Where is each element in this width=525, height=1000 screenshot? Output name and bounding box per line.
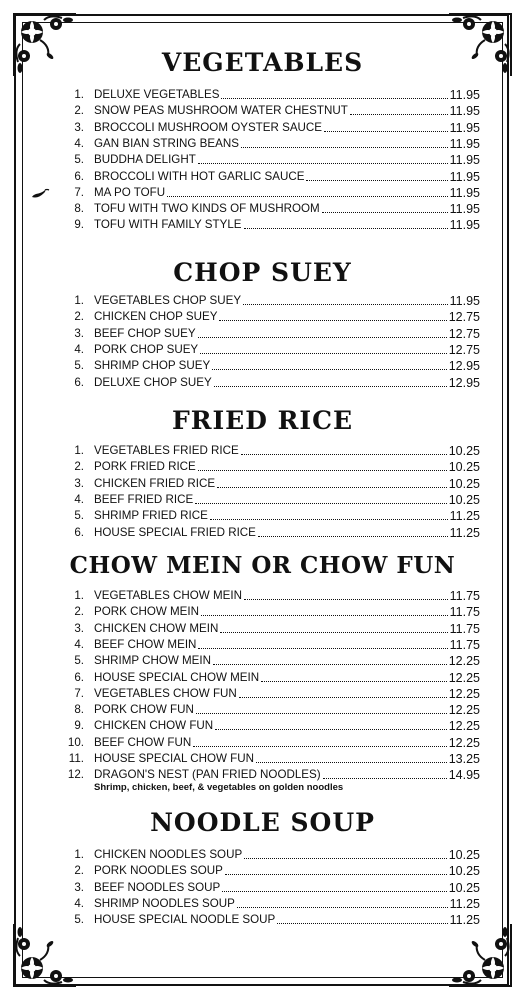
item-number: 5. — [74, 359, 84, 373]
item-price: 12.95 — [448, 359, 480, 374]
item-number: 4. — [74, 136, 84, 150]
item-price: 11.25 — [449, 913, 480, 928]
dot-leader — [210, 519, 448, 520]
item-name: SHRIMP CHOW MEIN — [94, 654, 212, 668]
item-name: TOFU WITH TWO KINDS OF MUSHROOM — [94, 202, 320, 216]
item-price: 12.25 — [448, 703, 480, 718]
floral-corner-icon — [445, 920, 515, 990]
dot-leader — [198, 470, 447, 471]
item-note: Shrimp, chicken, beef, & vegetables on golden noodles — [94, 781, 344, 793]
item-number: 1. — [74, 589, 84, 602]
item-name: SNOW PEAS MUSHROOM WATER CHESTNUT — [94, 104, 348, 118]
dot-leader — [324, 131, 448, 132]
menu-item — [50, 341, 480, 357]
item-name: PORK CHOW MEIN — [94, 605, 199, 619]
menu-item — [50, 524, 480, 540]
item-number: 6. — [74, 169, 84, 183]
dot-leader — [225, 874, 447, 875]
item-name: SHRIMP NOODLES SOUP — [94, 896, 235, 910]
menu-item — [50, 308, 480, 324]
item-number: 2. — [74, 864, 84, 878]
item-price: 11.75 — [449, 637, 480, 652]
item-number: 5. — [74, 913, 84, 927]
item-price: 12.75 — [448, 326, 480, 341]
item-price: 11.95 — [449, 120, 480, 135]
item-price: 11.75 — [449, 621, 480, 636]
item-number: 1. — [74, 294, 84, 307]
item-price: 11.95 — [449, 185, 480, 200]
item-number: 2. — [74, 460, 84, 474]
item-price: 12.25 — [448, 670, 480, 685]
item-price: 10.25 — [448, 880, 480, 895]
item-price: 11.95 — [449, 88, 480, 102]
menu-item — [50, 652, 480, 668]
item-number: 3. — [74, 476, 84, 490]
item-number: 12. — [67, 768, 84, 782]
item-name: BROCCOLI WITH HOT GARLIC SAUCE — [94, 169, 305, 183]
item-price: 14.95 — [448, 768, 480, 783]
item-name: BEEF FRIED RICE — [94, 492, 194, 506]
item-name: HOUSE SPECIAL FRIED RICE — [94, 525, 256, 539]
item-name: HOUSE SPECIAL CHOW MEIN — [94, 670, 260, 684]
item-number: 5. — [74, 509, 84, 523]
dot-leader — [195, 503, 447, 504]
menu-item — [50, 507, 480, 523]
item-number: 4. — [74, 896, 84, 910]
menu-item — [50, 325, 480, 341]
item-number: 9. — [74, 719, 84, 733]
item-price: 11.95 — [449, 202, 480, 217]
menu-item — [50, 717, 480, 733]
item-name: PORK NOODLES SOUP — [94, 864, 223, 878]
item-price: 11.95 — [449, 104, 480, 119]
item-number: 4. — [74, 342, 84, 356]
item-price: 11.25 — [449, 896, 480, 911]
item-price: 10.25 — [448, 444, 480, 458]
section-title: CHOP SUEY — [173, 258, 352, 287]
dot-leader — [323, 778, 447, 779]
item-number: 2. — [74, 310, 84, 324]
dot-leader — [241, 147, 448, 148]
item-number: 4. — [74, 637, 84, 651]
menu-item — [50, 119, 480, 135]
item-price: 10.25 — [448, 460, 480, 475]
item-number: 5. — [74, 153, 84, 167]
menu-item — [50, 458, 480, 474]
dot-leader — [237, 907, 448, 908]
item-name: HOUSE SPECIAL NOODLE SOUP — [94, 913, 276, 927]
item-price: 11.95 — [449, 218, 480, 233]
dot-leader — [322, 212, 448, 213]
item-price: 11.25 — [449, 525, 480, 540]
item-number: 1. — [74, 88, 84, 101]
item-name: BEEF NOODLES SOUP — [94, 880, 221, 894]
item-number: 3. — [74, 880, 84, 894]
menu-item — [50, 216, 480, 232]
dot-leader — [350, 114, 448, 115]
dot-leader — [198, 337, 447, 338]
dot-leader — [241, 454, 447, 455]
item-name: DRAGON'S NEST (PAN FRIED NOODLES) — [94, 768, 321, 782]
menu-item — [50, 750, 480, 766]
chili-pepper-icon — [30, 187, 50, 199]
dot-leader — [261, 681, 447, 682]
menu-item — [50, 292, 480, 308]
item-number: 3. — [74, 326, 84, 340]
item-name: VEGETABLES CHOW FUN — [94, 686, 237, 700]
menu-item — [50, 374, 480, 390]
item-name: PORK CHOP SUEY — [94, 342, 199, 356]
item-price: 11.95 — [449, 136, 480, 151]
item-price: 12.25 — [448, 719, 480, 734]
item-number: 7. — [74, 185, 84, 199]
dot-leader — [215, 729, 447, 730]
menu-item — [50, 86, 480, 102]
menu-item — [50, 200, 480, 216]
item-number: 3. — [74, 120, 84, 134]
dot-leader — [200, 353, 447, 354]
dot-leader — [201, 615, 448, 616]
menu-item — [50, 895, 480, 911]
item-price: 11.95 — [449, 294, 480, 308]
dot-leader — [220, 632, 447, 633]
item-name: DELUXE VEGETABLES — [94, 88, 220, 101]
item-number: 2. — [74, 104, 84, 118]
menu-item — [50, 685, 480, 701]
menu-item — [50, 669, 480, 685]
menu-item — [50, 135, 480, 151]
item-number: 3. — [74, 621, 84, 635]
dot-leader — [198, 648, 447, 649]
item-name: CHICKEN NOODLES SOUP — [94, 848, 243, 861]
item-price: 12.75 — [448, 310, 480, 325]
dot-leader — [213, 664, 447, 665]
menu-item — [50, 184, 480, 200]
menu-item — [50, 620, 480, 636]
dot-leader — [219, 320, 446, 321]
dot-leader — [277, 923, 447, 924]
menu-item — [50, 587, 480, 603]
dot-leader — [212, 369, 447, 370]
item-name: DELUXE CHOP SUEY — [94, 375, 212, 389]
item-number: 1. — [74, 848, 84, 861]
item-name: PORK FRIED RICE — [94, 460, 196, 474]
dot-leader — [244, 599, 448, 600]
item-number: 5. — [74, 654, 84, 668]
item-price: 12.75 — [448, 342, 480, 357]
dot-leader — [217, 487, 447, 488]
item-price: 13.25 — [448, 752, 480, 766]
item-price: 11.25 — [449, 509, 480, 524]
dot-leader — [196, 713, 447, 714]
item-name: VEGETABLES FRIED RICE — [94, 444, 239, 457]
item-name: BROCCOLI MUSHROOM OYSTER SAUCE — [94, 120, 323, 134]
item-name: SHRIMP FRIED RICE — [94, 509, 208, 523]
menu-item — [50, 102, 480, 118]
menu-item — [50, 603, 480, 619]
dot-leader — [239, 697, 447, 698]
menu-item — [50, 475, 480, 491]
section-title: CHOW MEIN OR CHOW FUN — [69, 552, 456, 579]
item-number: 10. — [67, 735, 84, 749]
section-title: VEGETABLES — [161, 48, 364, 77]
item-name: CHICKEN CHOP SUEY — [94, 310, 218, 324]
item-name: VEGETABLES CHOW MEIN — [94, 589, 242, 602]
dot-leader — [258, 536, 448, 537]
item-name: CHICKEN FRIED RICE — [94, 476, 216, 490]
menu-item — [50, 168, 480, 184]
section-title: FRIED RICE — [171, 406, 354, 435]
item-price: 10.25 — [448, 492, 480, 507]
item-name: CHICKEN CHOW FUN — [94, 719, 214, 733]
dot-leader — [256, 762, 447, 763]
item-number: 8. — [74, 202, 84, 216]
dot-leader — [244, 858, 447, 859]
item-name: HOUSE SPECIAL CHOW FUN — [94, 752, 254, 765]
item-name: VEGETABLES CHOP SUEY — [94, 294, 242, 307]
menu-item — [50, 151, 480, 167]
menu-item — [50, 911, 480, 927]
item-price: 11.75 — [449, 605, 480, 620]
item-name: SHRIMP CHOP SUEY — [94, 359, 211, 373]
item-price: 12.25 — [448, 735, 480, 750]
item-number: 7. — [74, 686, 84, 700]
dot-leader — [243, 304, 448, 305]
item-price: 11.75 — [449, 589, 480, 603]
item-number: 6. — [74, 375, 84, 389]
item-name: BUDDHA DELIGHT — [94, 153, 196, 167]
section-title: NOODLE SOUP — [150, 808, 375, 837]
menu-item — [50, 636, 480, 652]
menu-item — [50, 734, 480, 750]
item-name: BEEF CHOW MEIN — [94, 637, 197, 651]
dot-leader — [214, 386, 447, 387]
item-price: 10.25 — [448, 476, 480, 491]
item-price: 12.25 — [448, 686, 480, 701]
item-name: MA PO TOFU — [94, 185, 166, 199]
item-name: TOFU WITH FAMILY STYLE — [94, 218, 242, 232]
floral-corner-icon — [10, 920, 80, 990]
item-number: 4. — [74, 492, 84, 506]
menu-item — [50, 701, 480, 717]
item-number: 11. — [68, 752, 84, 765]
item-number: 6. — [74, 670, 84, 684]
menu-item — [50, 846, 480, 862]
item-name: PORK CHOW FUN — [94, 703, 194, 717]
item-price: 11.95 — [449, 169, 480, 184]
item-price: 10.25 — [448, 848, 480, 862]
item-name: CHICKEN CHOW MEIN — [94, 621, 219, 635]
dot-leader — [244, 228, 448, 229]
dot-leader — [193, 746, 446, 747]
item-price: 10.25 — [448, 864, 480, 879]
item-price: 12.95 — [448, 375, 480, 390]
dot-leader — [306, 180, 447, 181]
menu-item — [50, 879, 480, 895]
item-number: 1. — [74, 444, 84, 457]
menu-item — [50, 357, 480, 373]
dot-leader — [167, 196, 448, 197]
dot-leader — [198, 163, 448, 164]
menu-item — [50, 766, 480, 782]
item-number: 9. — [74, 218, 84, 232]
item-price: 12.25 — [448, 654, 480, 669]
item-name: GAN BIAN STRING BEANS — [94, 136, 239, 150]
item-name: BEEF CHOP SUEY — [94, 326, 196, 340]
dot-leader — [221, 98, 447, 99]
item-name: BEEF CHOW FUN — [94, 735, 192, 749]
menu-item — [50, 862, 480, 878]
item-number: 2. — [74, 605, 84, 619]
dot-leader — [222, 891, 446, 892]
item-number: 6. — [74, 525, 84, 539]
menu-item — [50, 442, 480, 458]
item-price: 11.95 — [449, 153, 480, 168]
menu-item — [50, 491, 480, 507]
item-number: 8. — [74, 703, 84, 717]
